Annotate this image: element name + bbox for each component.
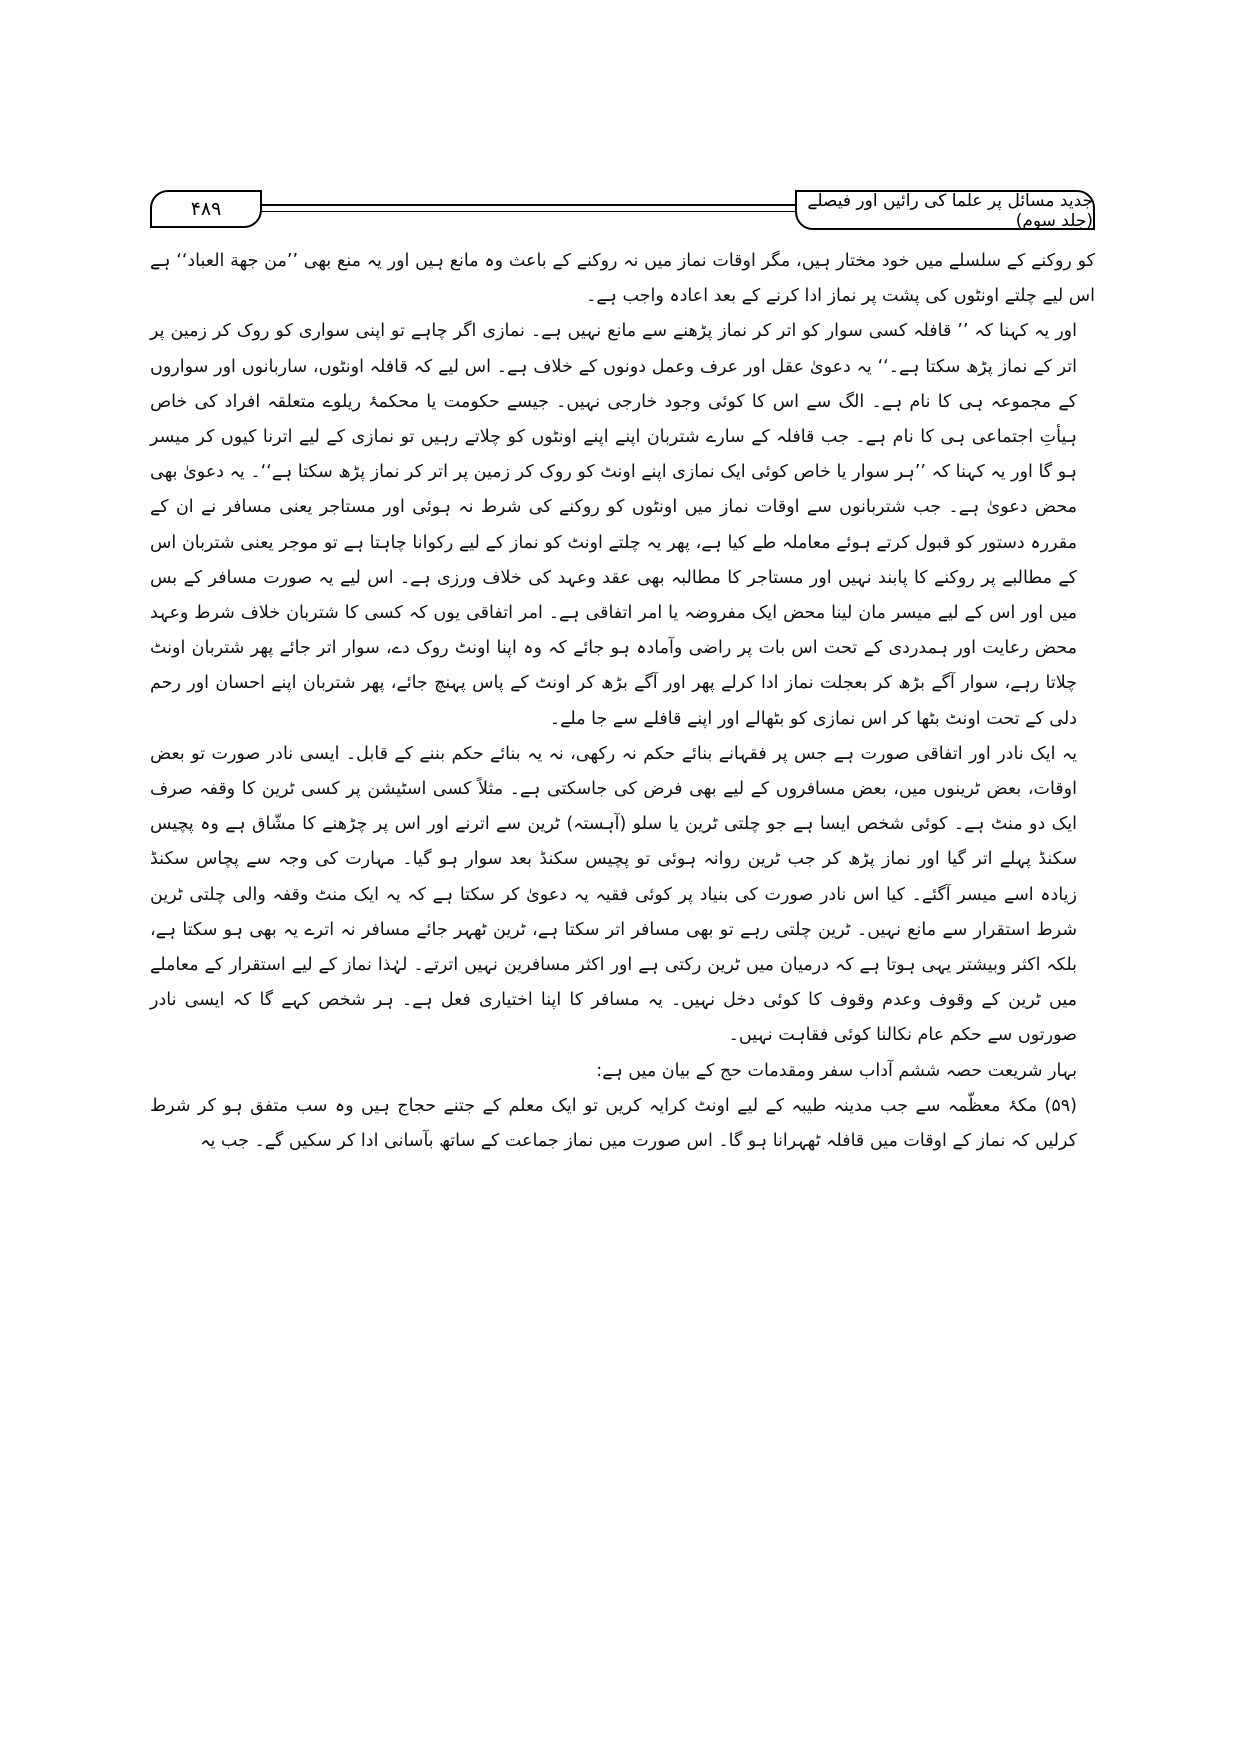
paragraph: اور یہ کہنا کہ ’’ قافلہ کسی سوار کو اتر کر نماز پڑھنے سے مانع نہیں ہے۔ نمازی اگر چاہے تو اپنی سواری کو روک کر زمین پر اتر کے نماز پڑھ سکتا ہے۔‘‘ یہ دعویٰ عقل اور عرف وعمل دونوں کے خلاف ہے۔ اس لیے کہ قافلہ اونٹوں، ساربانوں اور سواروں کے مجموعہ ہی کا نام ہے۔ الگ سے اس کا کوئی وجود خارجی نہیں۔ جیسے حکومت یا محکمۂ ریلوے متعلقہ افراد کی خاص ہیأتِ اجتماعی ہی کا نام ہے۔ جب قافلہ کے سارے شتربان اپنے اپنے اونٹوں کو چلاتے رہیں تو نمازی کے لیے اترنا کیوں کر میسر ہو گا اور یہ کہنا کہ ’’ہر سوار یا خاص کوئی ایک نمازی اپنے اونٹ کو روک کر زمین پر اتر کر نماز پڑھ سکتا ہے‘‘۔ یہ دعویٰ بھی محض دعویٰ ہے۔ جب شتربانوں سے اوقات نماز میں اونٹوں کو روکنے کی شرط نہ ہوئی اور مستاجر یعنی مسافر نے ان کے مقررہ دستور کو قبول کرتے ہوئے معاملہ طے کیا ہے، پھر یہ چلتے اونٹ کو نماز کے لیے رکوانا چاہتا ہے تو موجر یعنی شتربان اس کے مطالبے پر روکنے کا پابند نہیں اور مستاجر کا مطالبہ بھی عقد وعہد کی خلاف ورزی ہے۔ اس لیے یہ صورت مسافر کے بس میں اور اس کے لیے میسر مان لینا محض ایک مفروضہ یا امر اتفاقی ہے۔ امر اتفاقی یوں کہ کسی کا شتربان خلاف شرط وعہد محض رعایت اور ہمدردی کے تحت اس بات پر راضی وآمادہ ہو جائے کہ وہ اپنا اونٹ روک دے، سوار اتر جائے پھر شتربان اونٹ چلاتا رہے، سوار آگے بڑھ کر بعجلت نماز ادا کرلے پھر اور آگے بڑھ کر اونٹ کے پاس پہنچ جائے، پھر شتربان اپنے احسان اور رحم دلی کے تحت اونٹ بٹھا کر اس نمازی کو بٹھالے اور اپنے قافلے سے جا ملے۔ (150, 321, 1077, 729)
paragraph: یہ ایک نادر اور اتفاقی صورت ہے جس پر فقہانے بنائے حکم نہ رکھی، نہ یہ بنائے حکم بننے کے قابل۔ ایسی نادر صورت تو بعض اوقات، بعض ٹرینوں میں، بعض مسافروں کے لیے بھی فرض کی جاسکتی ہے۔ مثلاً کسی اسٹیشن پر کسی ٹرین کا وقفہ صرف ایک دو منٹ ہے۔ کوئی شخص ایسا ہے جو چلتی ٹرین یا سلو (آہستہ) ٹرین سے اترنے اور اس پر چڑھنے کا مشّاق ہے وہ پچیس سکنڈ پہلے اتر گیا اور نماز پڑھ کر جب ٹرین روانہ ہوئی تو پچیس سکنڈ بعد سوار ہو گیا۔ مہارت کی وجہ سے پچاس سکنڈ زیادہ اسے میسر آگئے۔ کیا اس نادر صورت کی بنیاد پر کوئی فقیہ یہ دعویٰ کر سکتا ہے کہ یہ ایک منٹ وقفہ والی چلتی ٹرین شرط استقرار سے مانع نہیں۔ ٹرین چلتی رہے تو بھی مسافر اتر سکتا ہے، ٹرین ٹھہر جائے مسافر نہ اترے یہ بھی ہو سکتا ہے، بلکہ اکثر وبیشتر یہی ہوتا ہے کہ درمیان میں ٹرین رکتی ہے اور اکثر مسافرین نہیں اترتے۔ لہٰذا نماز کے لیے استقرار کے معاملے میں ٹرین کے وقوف وعدم وقوف کا کوئی دخل نہیں۔ یہ مسافر کا اپنا اختیاری فعل ہے۔ ہر شخص کہے گا کہ ایسی نادر صورتوں سے حکم عام نکالنا کوئی فقاہت نہیں۔ (150, 743, 1077, 1046)
header-rule (262, 204, 795, 206)
paragraph: کو روکنے کے سلسلے میں خود مختار ہیں، مگر اوقات نماز میں نہ روکنے کے باعث وہ مانع ہیں اور یہ منع بھی ’’من جهة العباد‘‘ ہے اس لیے چلتے اونٹوں کی پشت پر نماز ادا کرنے کے بعد اعادہ واجب ہے۔ (150, 251, 1095, 307)
paragraph: بہار شریعت حصہ ششم آداب سفر ومقدمات حج کے بیان میں ہے: (596, 1060, 1077, 1081)
header-rule-thin (262, 211, 795, 212)
body-text (150, 244, 1095, 1159)
page-header (150, 190, 1095, 232)
book-title: جدید مسائل پر علما کی رائیں اور فیصلے (جلد سوم) (795, 190, 1095, 230)
paragraph: (۵۹) مکۂ معظّمہ سے جب مدینہ طیبہ کے لیے اونٹ کرایہ کریں تو ایک معلم کے جتنے حجاج ہیں وہ سب متفق ہو کر شرط کرلیں کہ نماز کے اوقات میں قافلہ ٹھہرانا ہو گا۔ اس صورت میں نماز جماعت کے ساتھ بآسانی ادا کر سکیں گے۔ جب یہ (150, 1095, 1077, 1152)
page-number: ۴۸۹ (150, 190, 262, 228)
